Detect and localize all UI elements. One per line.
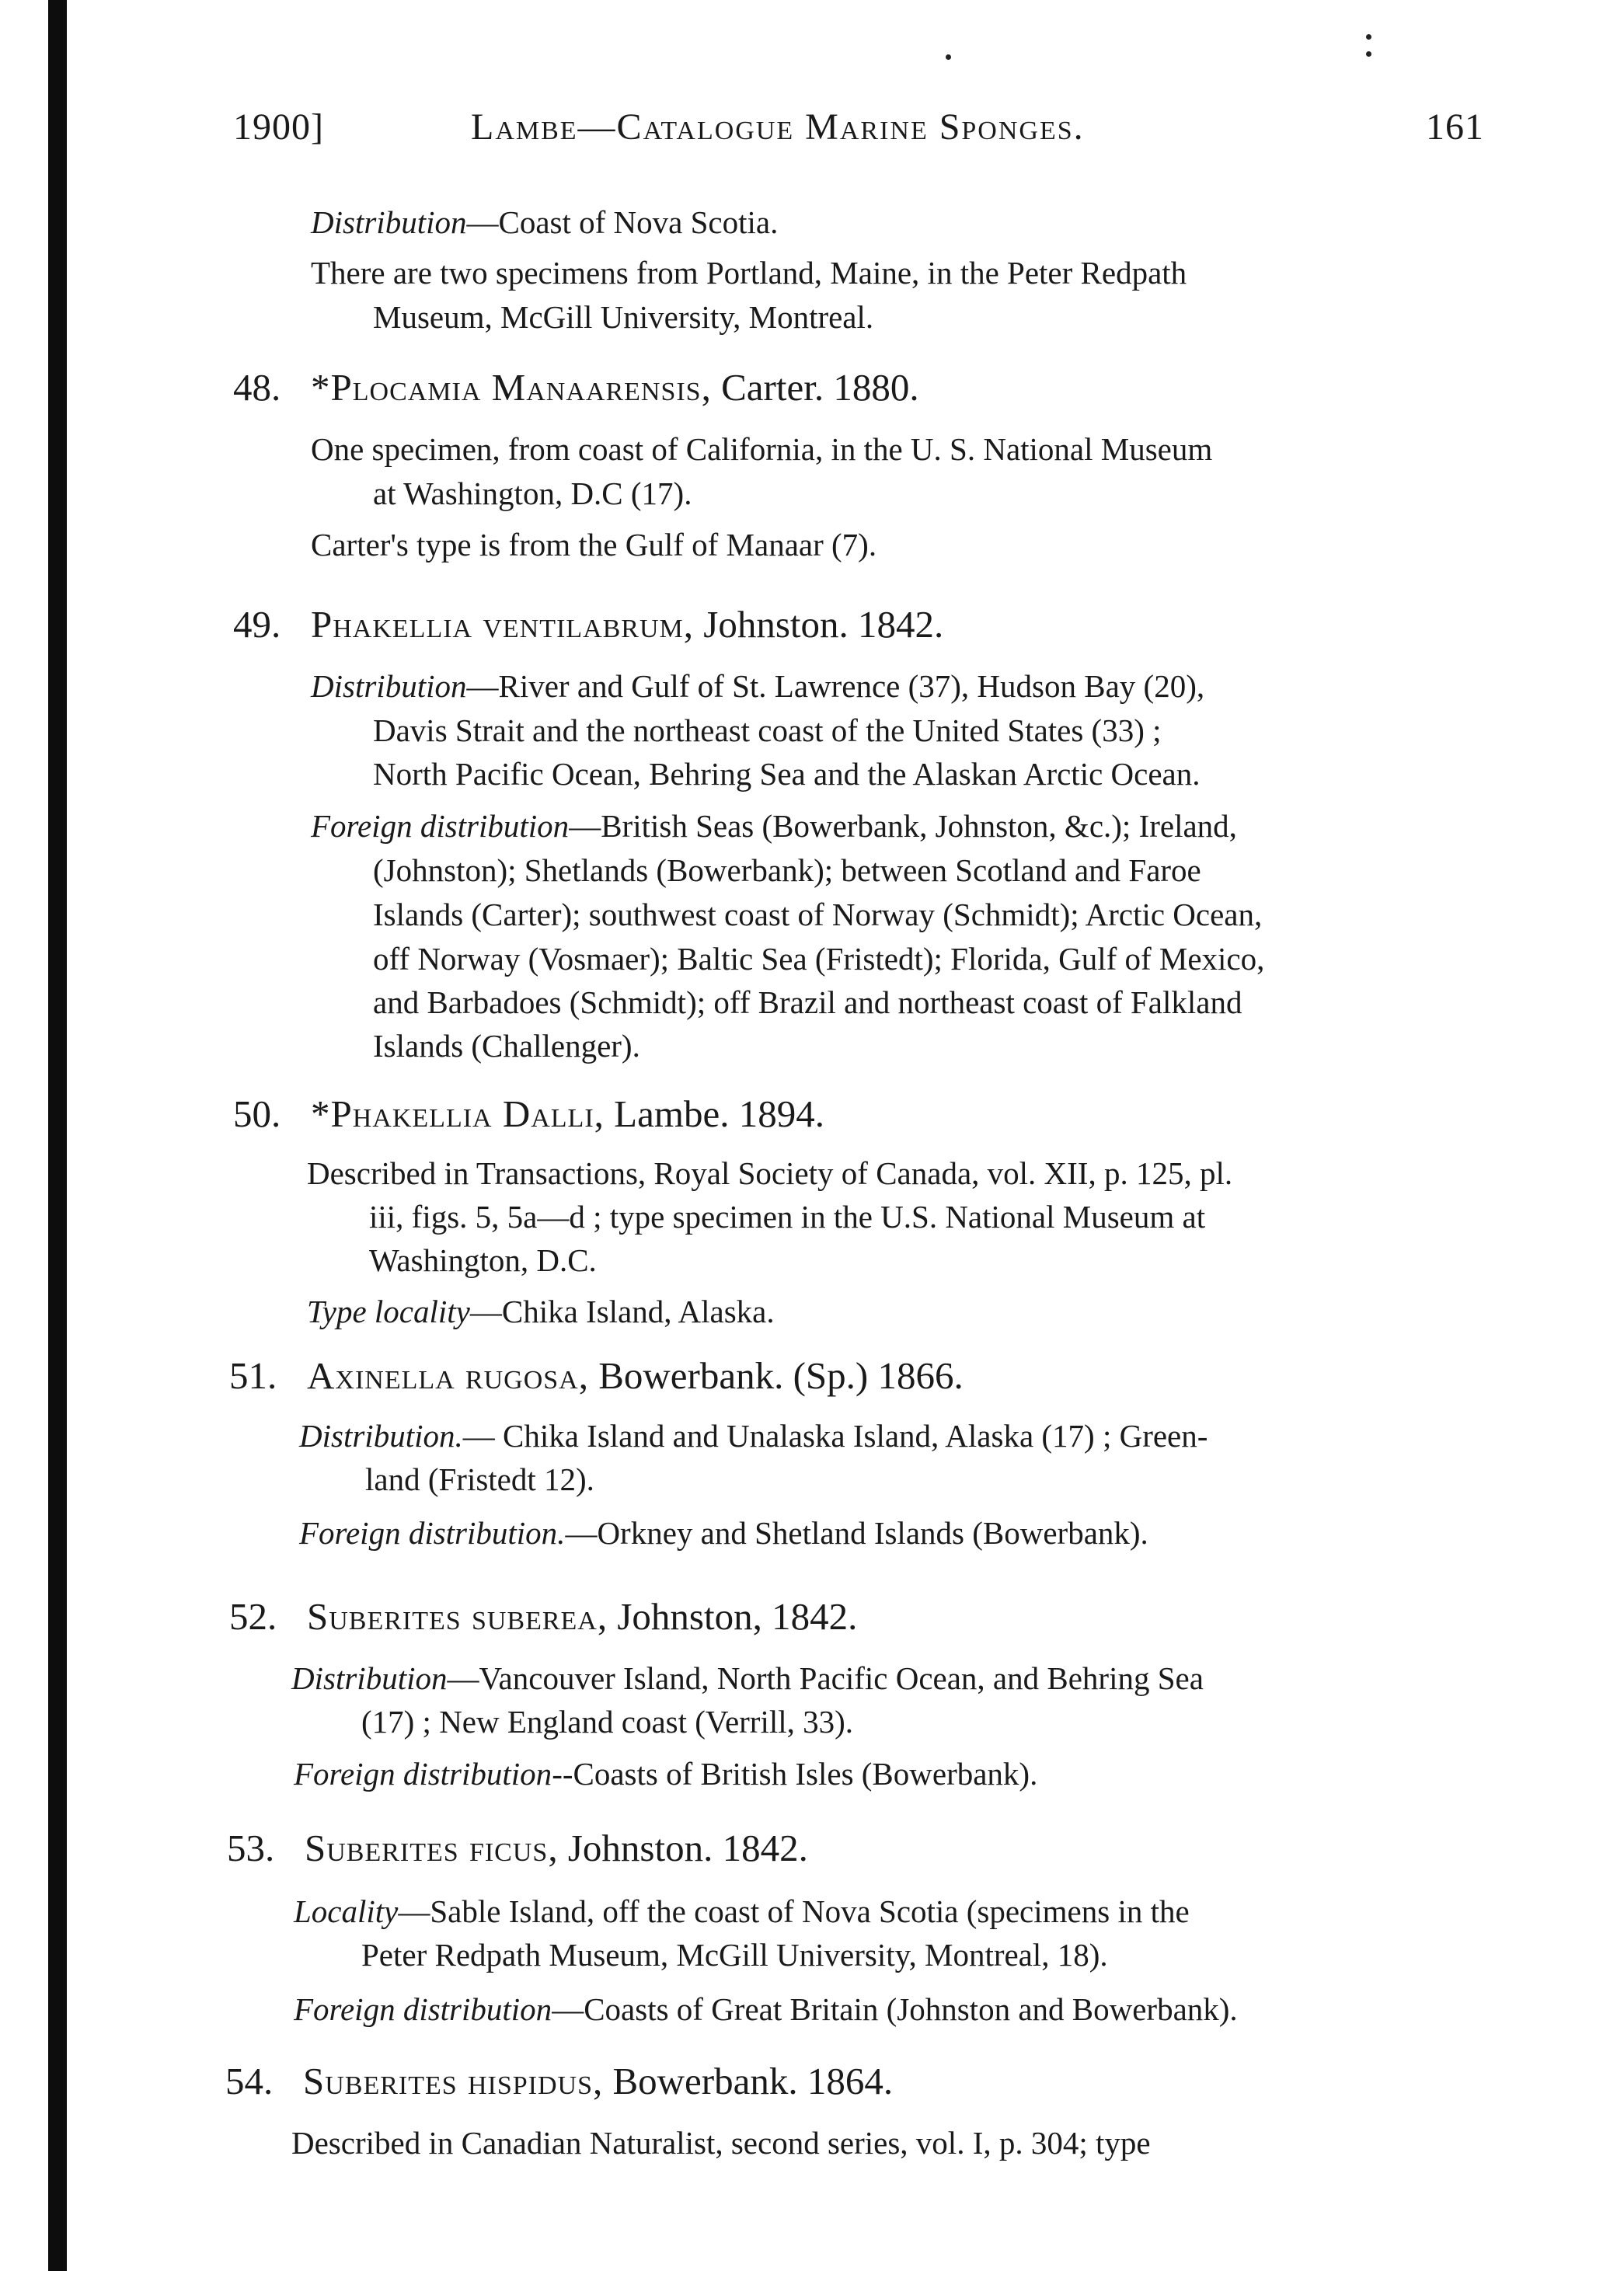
foreign-distribution-text: —Coasts of Great Britain (Johnston and Bowerbank). xyxy=(552,1991,1238,2027)
locality-line: Peter Redpath Museum, McGill University, Montreal, 18). xyxy=(361,1937,1108,1973)
distribution-line: Davis Strait and the northeast coast of the United States (33) ; xyxy=(373,712,1162,748)
species-name: *Phakellia Dalli, xyxy=(311,1092,605,1135)
type-locality-label: Type locality xyxy=(307,1294,470,1329)
species-authority: Carter. 1880. xyxy=(711,366,919,409)
foreign-distribution-line: off Norway (Vosmaer); Baltic Sea (Fristedt); Florida, Gulf of Mexico, xyxy=(373,941,1265,977)
distribution-line: North Pacific Ocean, Behring Sea and the Alaskan Arctic Ocean. xyxy=(373,756,1201,792)
distribution-label: Distribution xyxy=(311,204,467,240)
entry-50-line: Washington, D.C. xyxy=(369,1242,597,1278)
distribution-text: —Coast of Nova Scotia. xyxy=(466,204,779,240)
foreign-distribution-line: and Barbadoes (Schmidt); off Brazil and northeast coast of Falkland xyxy=(373,984,1242,1020)
distribution-text: —Vancouver Island, North Pacific Ocean, and Behring Sea xyxy=(447,1660,1204,1696)
entry-number: 48. xyxy=(233,366,281,409)
entry-50-line: Described in Transactions, Royal Society of Canada, vol. XII, p. 125, pl. xyxy=(307,1155,1233,1191)
foreign-distribution-line: Islands (Challenger). xyxy=(373,1028,640,1064)
entry-number: 52. xyxy=(229,1595,277,1638)
foreign-distribution-label: Foreign distribution xyxy=(311,808,570,844)
entry-number: 53. xyxy=(227,1827,275,1869)
entry-49-heading xyxy=(233,602,943,646)
locality-text: —Sable Island, off the coast of Nova Scotia (specimens in the xyxy=(398,1893,1190,1929)
foreign-distribution-text: --Coasts of British Isles (Bowerbank). xyxy=(552,1756,1038,1792)
distribution-line xyxy=(311,664,1204,708)
type-locality-text: —Chika Island, Alaska. xyxy=(469,1294,775,1329)
distribution-line xyxy=(299,1414,1208,1458)
header-year: 1900] xyxy=(233,106,324,148)
entry-48-line: Carter's type is from the Gulf of Manaar (7). xyxy=(311,527,877,563)
species-name: Suberites suberea, xyxy=(307,1595,608,1638)
entry-50-heading xyxy=(233,1092,824,1136)
foreign-distribution-line xyxy=(299,1511,1148,1555)
foreign-distribution-line xyxy=(294,1752,1037,1796)
species-authority: Bowerbank. 1864. xyxy=(603,2060,894,2102)
distribution-label: Distribution. xyxy=(299,1418,463,1454)
foreign-distribution-label: Foreign distribution. xyxy=(299,1515,566,1551)
entry-number: 49. xyxy=(233,603,281,646)
distribution-line xyxy=(291,1656,1204,1700)
entry-number: 50. xyxy=(233,1092,281,1135)
entry-number: 54. xyxy=(225,2060,274,2102)
note-line: Museum, McGill University, Montreal. xyxy=(373,299,874,335)
type-locality-line xyxy=(307,1290,775,1333)
distribution-line xyxy=(311,200,778,244)
species-name: Suberites ficus, xyxy=(305,1827,559,1869)
species-authority: Johnston. 1842. xyxy=(694,603,944,646)
foreign-distribution-label: Foreign distribution xyxy=(294,1756,552,1792)
foreign-distribution-line: (Johnston); Shetlands (Bowerbank); between Scotland and Faroe xyxy=(373,852,1201,888)
distribution-text: —River and Gulf of St. Lawrence (37), Hudson Bay (20), xyxy=(466,668,1205,704)
foreign-distribution-text: —Orkney and Shetland Islands (Bowerbank). xyxy=(565,1515,1148,1551)
entry-48-heading xyxy=(233,365,919,409)
foreign-distribution-line xyxy=(294,1987,1238,2031)
distribution-line: land (Fristedt 12). xyxy=(365,1461,594,1497)
locality-label: Locality xyxy=(294,1893,399,1929)
foreign-distribution-label: Foreign distribution xyxy=(294,1991,552,2027)
header-title: Lambe—Catalogue Marine Sponges. xyxy=(471,106,1085,148)
distribution-line: (17) ; New England coast (Verrill, 33). xyxy=(361,1704,854,1740)
species-authority: Lambe. 1894. xyxy=(604,1092,824,1135)
entry-54-heading xyxy=(225,2059,893,2103)
entry-54-line: Described in Canadian Naturalist, second series, vol. I, p. 304; type xyxy=(291,2125,1151,2161)
note-line: There are two specimens from Portland, Maine, in the Peter Redpath xyxy=(311,255,1187,291)
species-name: Axinella rugosa, xyxy=(307,1354,589,1397)
species-name: *Plocamia Manaarensis, xyxy=(311,366,712,409)
entry-53-heading xyxy=(227,1826,808,1870)
distribution-text: — Chika Island and Unalaska Island, Alaska (17) ; Green- xyxy=(462,1418,1208,1454)
entry-48-line: at Washington, D.C (17). xyxy=(373,475,692,511)
locality-line xyxy=(294,1890,1190,1933)
entry-48-line: One specimen, from coast of California, in the U. S. National Museum xyxy=(311,431,1213,467)
distribution-label: Distribution xyxy=(291,1660,448,1696)
foreign-distribution-line xyxy=(311,804,1237,848)
distribution-label: Distribution xyxy=(311,668,467,704)
species-authority: Johnston, 1842. xyxy=(608,1595,858,1638)
species-name: Phakellia ventilabrum, xyxy=(311,603,695,646)
species-authority: Bowerbank. (Sp.) 1866. xyxy=(588,1354,964,1397)
page-number: 161 xyxy=(1426,106,1484,148)
entry-number: 51. xyxy=(229,1354,277,1397)
entry-50-line: iii, figs. 5, 5a—d ; type specimen in the U.S. National Museum at xyxy=(369,1199,1206,1235)
entry-52-heading xyxy=(229,1594,857,1639)
foreign-distribution-text: —British Seas (Bowerbank, Johnston, &c.); Ireland, xyxy=(569,808,1237,844)
species-name: Suberites hispidus, xyxy=(303,2060,604,2102)
species-authority: Johnston. 1842. xyxy=(558,1827,808,1869)
foreign-distribution-line: Islands (Carter); southwest coast of Norway (Schmidt); Arctic Ocean, xyxy=(373,897,1263,932)
entry-51-heading xyxy=(229,1353,964,1398)
